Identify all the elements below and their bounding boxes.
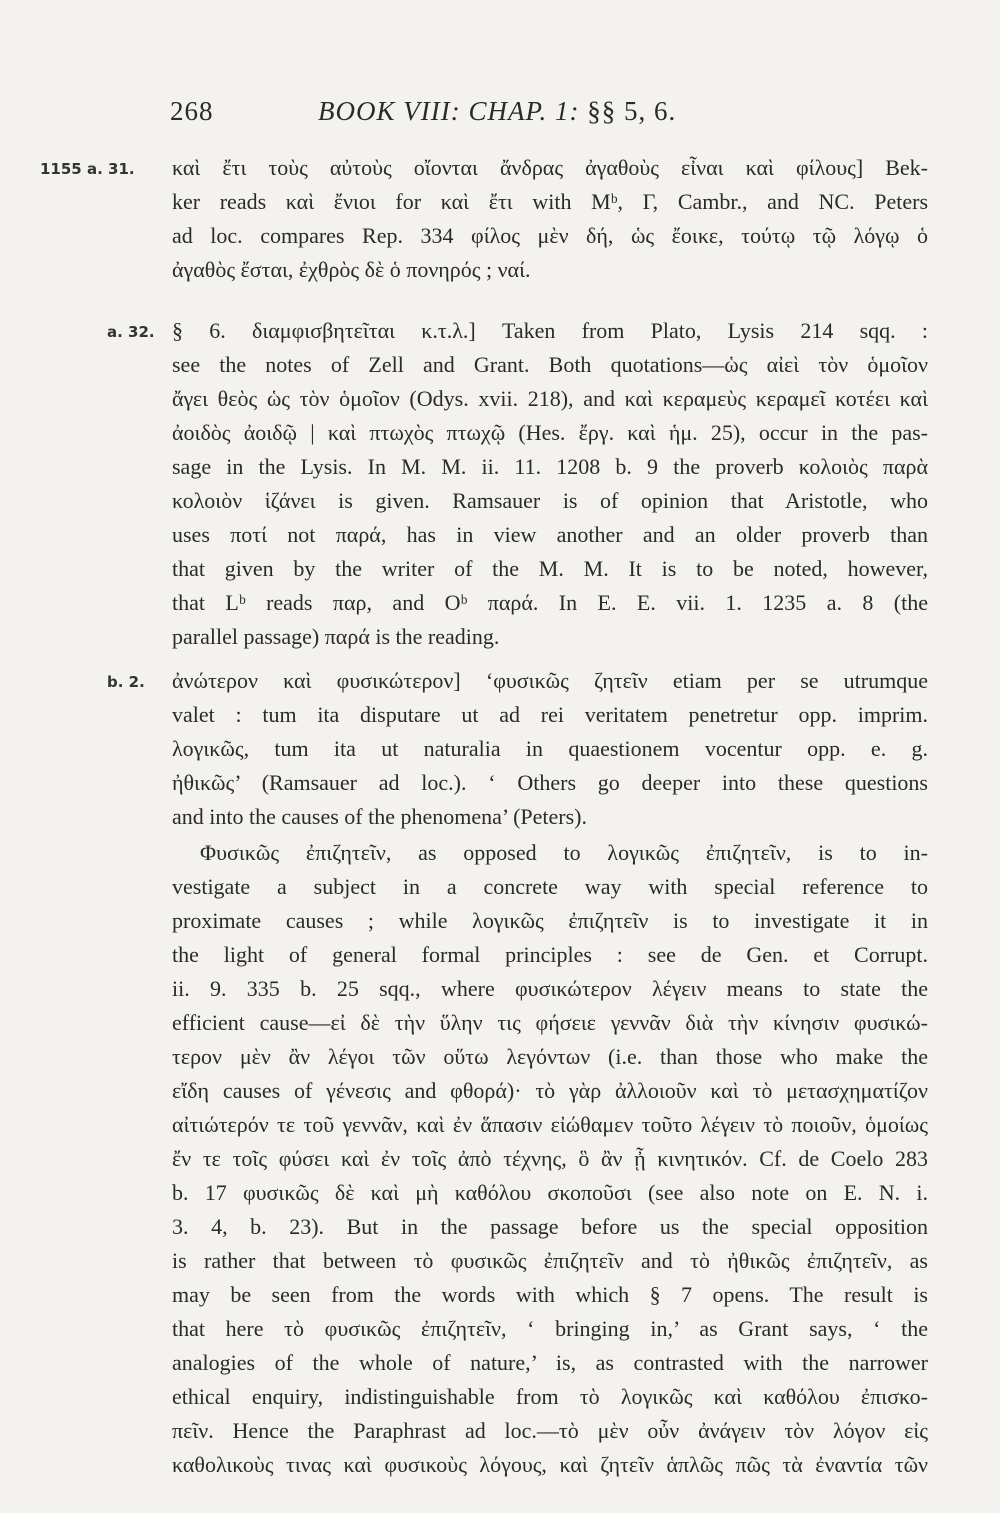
note-reference: a. 32. (107, 323, 155, 341)
note-line: κολοιὸν ἱζάνει is given. Ramsauer is of opinion that Aristotle, who (172, 488, 928, 513)
paragraph-line: proximate causes ; while λογικῶς ἐπιζητεῖν is to investigate it in (172, 908, 928, 933)
note-reference: b. 2. (107, 673, 145, 691)
paragraph-line: b. 17 φυσικῶς δὲ καὶ μὴ καθόλου σκοποῦσι (see also note on E. N. i. (172, 1180, 928, 1205)
paragraph-line: αἰτιώτερόν τε τοῦ γεννᾶν, καὶ ἐν ἅπασιν εἰώθαμεν τοῦτο λέγειν τὸ ποιοῦν, ὁμοίως (172, 1112, 928, 1137)
note-line: ἄγει θεὸς ὡς τὸν ὁμοῖον (Odys. xvii. 218), and καὶ κεραμεὺς κεραμεῖ κοτέει καὶ (172, 386, 928, 411)
note-line: that Lᵇ reads παρ, and Oᵇ παρά. In E. E. vii. 1. 1235 a. 8 (the (172, 590, 928, 615)
paragraph-line: Φυσικῶς ἐπιζητεῖν, as opposed to λογικῶς ἐπιζητεῖν, is to in- (200, 840, 928, 865)
note-line: ἀνώτερον καὶ φυσικώτερον] ‘φυσικῶς ζητεῖν etiam per se utrumque (172, 668, 928, 693)
note-line: that given by the writer of the M. M. It is to be noted, however, (172, 556, 928, 581)
note-line: ἠθικῶς’ (Ramsauer ad loc.). ‘ Others go deeper into these questions (172, 770, 928, 795)
paragraph-line: τερον μὲν ἂν λέγοι τῶν οὕτω λεγόντων (i.e. than those who make the (172, 1044, 928, 1069)
note-line: ἀοιδὸς ἀοιδῷ | καὶ πτωχὸς πτωχῷ (Hes. ἔργ. καὶ ἡμ. 25), occur in the pas- (172, 420, 928, 445)
running-title-text: BOOK VIII: CHAP. 1: (318, 96, 580, 126)
note-line: parallel passage) παρά is the reading. (172, 624, 500, 649)
note-line: ker reads καὶ ἔνιοι for καὶ ἔτι with Mᵇ, Γ, Cambr., and NC. Peters (172, 189, 928, 214)
paragraph-line: ethical enquiry, indistinguishable from τὸ λογικῶς καὶ καθόλου ἐπισκο- (172, 1384, 928, 1409)
paragraph-line: that here τὸ φυσικῶς ἐπιζητεῖν, ‘ bringing in,’ as Grant says, ‘ the (172, 1316, 928, 1341)
note-line: § 6. διαμφισβητεῖται κ.τ.λ.] Taken from Plato, Lysis 214 sqq. : (172, 318, 928, 343)
note-line: sage in the Lysis. In M. M. ii. 11. 1208 b. 9 the proverb κολοιὸς παρὰ (172, 454, 928, 479)
paragraph-line: may be seen from the words with which § 7 opens. The result is (172, 1282, 928, 1307)
note-line: and into the causes of the phenomena’ (Peters). (172, 804, 588, 829)
paragraph-line: καθολικοὺς τινας καὶ φυσικοὺς λόγους, καὶ ζητεῖν ἁπλῶς πῶς τὰ ἐναντία τῶν (172, 1452, 928, 1477)
paragraph-line: analogies of the whole of nature,’ is, as contrasted with the narrower (172, 1350, 928, 1375)
paragraph-line: the light of general formal principles : see de Gen. et Corrupt. (172, 942, 928, 967)
section-marks: §§ 5, 6. (587, 96, 677, 126)
running-title (318, 96, 676, 127)
note-reference: 1155 a. 31. (40, 160, 135, 178)
paragraph-line: πεῖν. Hence the Paraphrast ad loc.—τὸ μὲν οὖν ἀνάγειν τὸν λόγον εἰς (172, 1418, 928, 1443)
note-line: ad loc. compares Rep. 334 φίλος μὲν δή, ὡς ἔοικε, τούτῳ τῷ λόγῳ ὁ (172, 223, 928, 248)
page-number: 268 (170, 96, 214, 126)
paragraph-line: ἔν τε τοῖς φύσει καὶ ἐν τοῖς ἀπὸ τέχνης, ὃ ἂν ᾖ κινητικόν. Cf. de Coelo 283 (172, 1146, 928, 1171)
note-line: λογικῶς, tum ita ut naturalia in quaestionem vocentur opp. e. g. (172, 736, 928, 761)
paragraph-line: εἴδη causes of γένεσις and φθορά)· τὸ γὰρ ἀλλοιοῦν καὶ τὸ μετασχηματίζον (172, 1078, 928, 1103)
paragraph-line: efficient cause—εἰ δὲ τὴν ὕλην τις φήσειε γεννᾶν διὰ τὴν κίνησιν φυσικώ- (172, 1010, 928, 1035)
paragraph-line: is rather that between τὸ φυσικῶς ἐπιζητεῖν and τὸ ἠθικῶς ἐπιζητεῖν, as (172, 1248, 928, 1273)
note-line: see the notes of Zell and Grant. Both quotations—ὡς αἰεὶ τὸν ὁμοῖον (172, 352, 928, 377)
note-line: uses ποτί not παρά, has in view another and an older proverb than (172, 522, 928, 547)
paragraph-line: vestigate a subject in a concrete way with special reference to (172, 874, 928, 899)
paragraph-line: 3. 4, b. 23). But in the passage before us the special opposition (172, 1214, 928, 1239)
note-line: ἀγαθὸς ἔσται, ἐχθρὸς δὲ ὁ πονηρός ; ναί. (172, 257, 531, 282)
note-line: valet : tum ita disputare ut ad rei veritatem penetretur opp. imprim. (172, 702, 928, 727)
note-line: καὶ ἔτι τοὺς αὐτοὺς οἴονται ἄνδρας ἀγαθοὺς εἶναι καὶ φίλους] Bek- (172, 155, 928, 180)
paragraph-line: ii. 9. 335 b. 25 sqq., where φυσικώτερον λέγειν means to state the (172, 976, 928, 1001)
